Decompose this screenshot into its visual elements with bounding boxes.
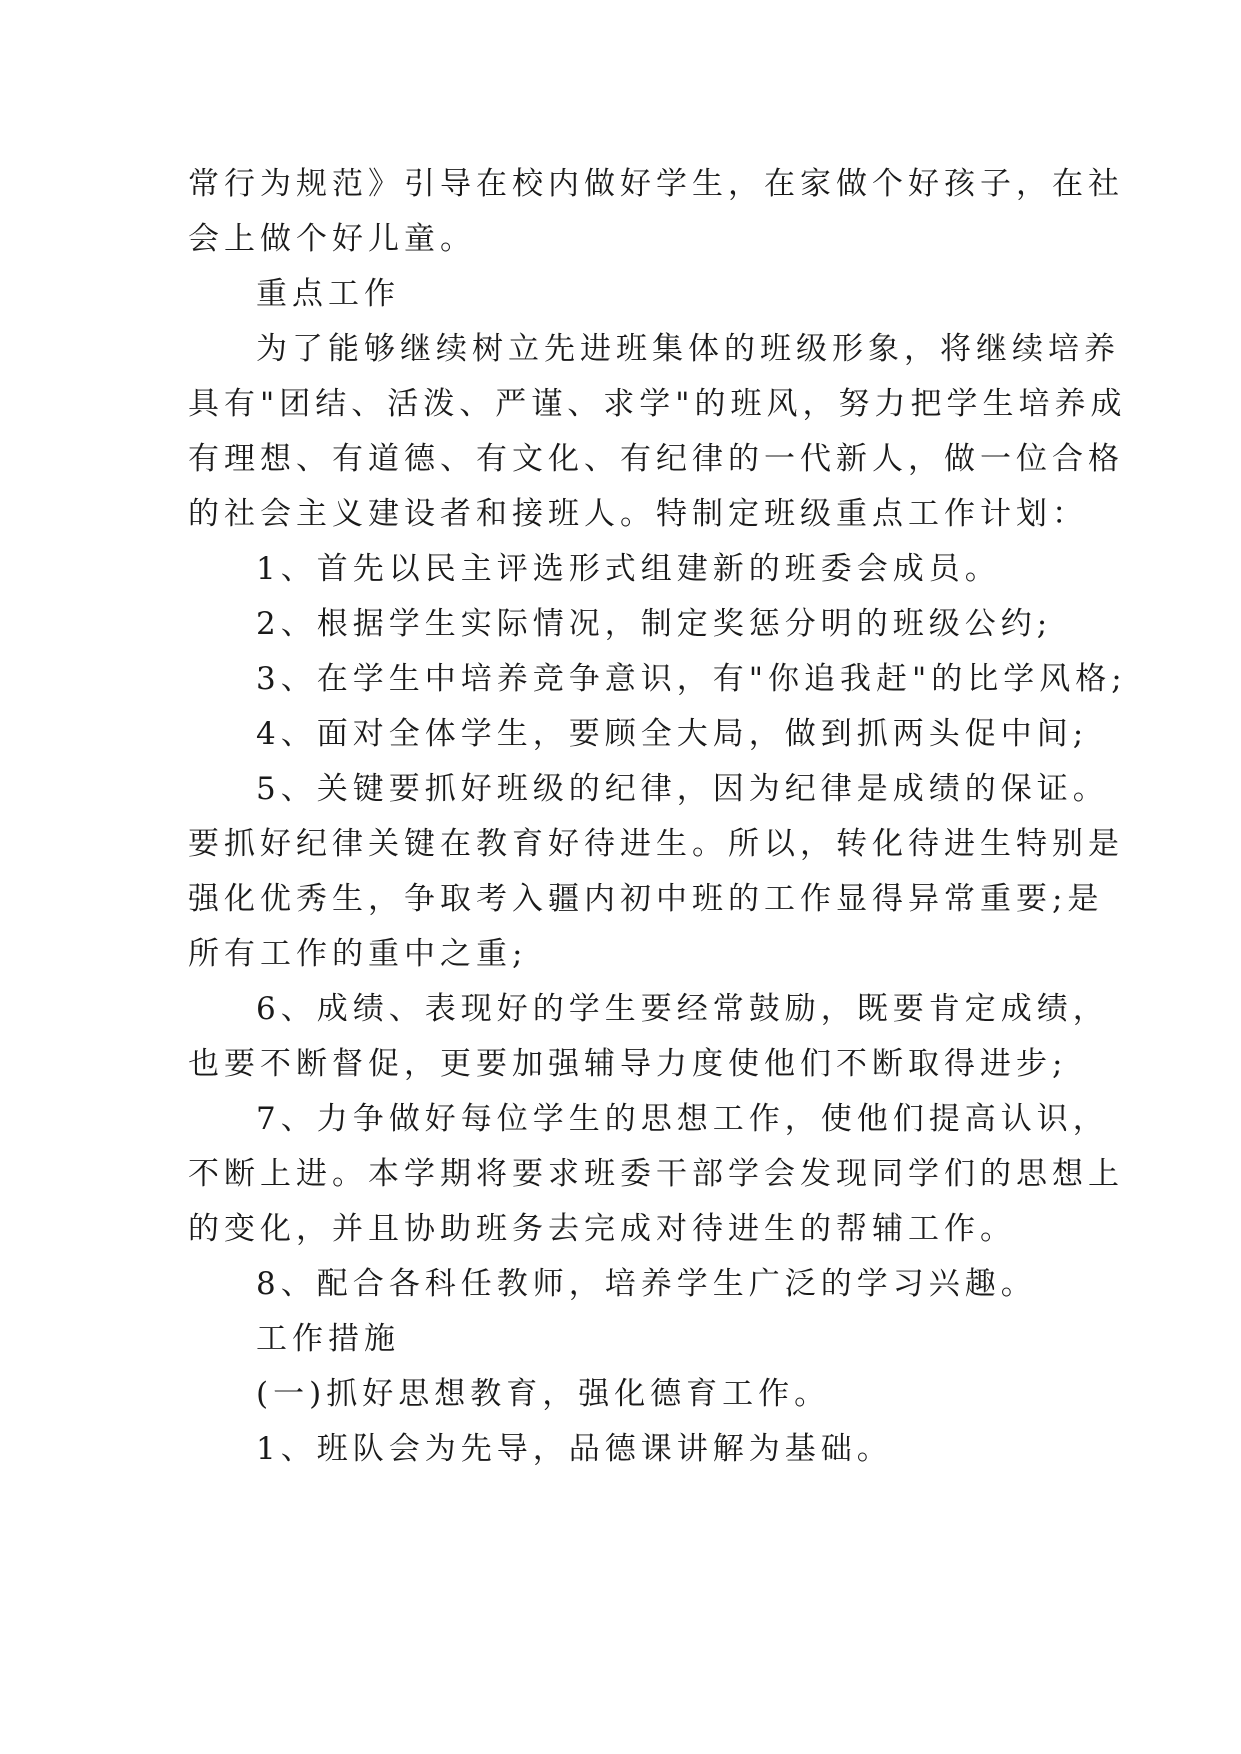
body-line: 的社会主义建设者和接班人。特制定班级重点工作计划： (188, 496, 1088, 532)
list-item: 6、成绩、表现好的学生要经常鼓励，既要肯定成绩， (256, 991, 1109, 1027)
body-line: 也要不断督促，更要加强辅导力度使他们不断取得进步; (188, 1046, 1068, 1082)
body-line: 所有工作的重中之重; (188, 936, 528, 972)
list-item: 1、首先以民主评选形式组建新的班委会成员。 (256, 551, 1001, 587)
body-line: 有理想、有道德、有文化、有纪律的一代新人，做一位合格 (188, 441, 1124, 477)
body-line: 为了能够继续树立先进班集体的班级形象，将继续培养 (256, 331, 1120, 367)
list-item: 4、面对全体学生，要顾全大局，做到抓两头促中间; (256, 716, 1089, 752)
body-line: 不断上进。本学期将要求班委干部学会发现同学们的思想上 (188, 1156, 1124, 1192)
section-heading: 工作措施 (256, 1321, 400, 1357)
list-item: 1、班队会为先导，品德课讲解为基础。 (256, 1431, 893, 1467)
section-heading: 重点工作 (256, 276, 400, 312)
body-line: 强化优秀生，争取考入疆内初中班的工作显得异常重要;是 (188, 881, 1104, 917)
document-body (188, 157, 1127, 1477)
list-item: 8、配合各科任教师，培养学生广泛的学习兴趣。 (256, 1266, 1037, 1302)
body-line: 会上做个好儿童。 (188, 221, 476, 257)
body-line: 要抓好纪律关键在教育好待进生。所以，转化待进生特别是 (188, 826, 1124, 862)
body-line: 的变化，并且协助班务去完成对待进生的帮辅工作。 (188, 1211, 1016, 1247)
subsection-heading: (一)抓好思想教育，强化德育工作。 (256, 1376, 831, 1412)
list-item: 3、在学生中培养竞争意识，有"你追我赶"的比学风格; (256, 661, 1127, 697)
list-item: 5、关键要抓好班级的纪律，因为纪律是成绩的保证。 (256, 771, 1109, 807)
list-item: 2、根据学生实际情况，制定奖惩分明的班级公约; (256, 606, 1053, 642)
body-line: 具有"团结、活泼、严谨、求学"的班风，努力把学生培养成 (188, 386, 1127, 422)
list-item: 7、力争做好每位学生的思想工作，使他们提高认识， (256, 1101, 1109, 1137)
body-line: 常行为规范》引导在校内做好学生，在家做个好孩子，在社 (188, 166, 1124, 202)
